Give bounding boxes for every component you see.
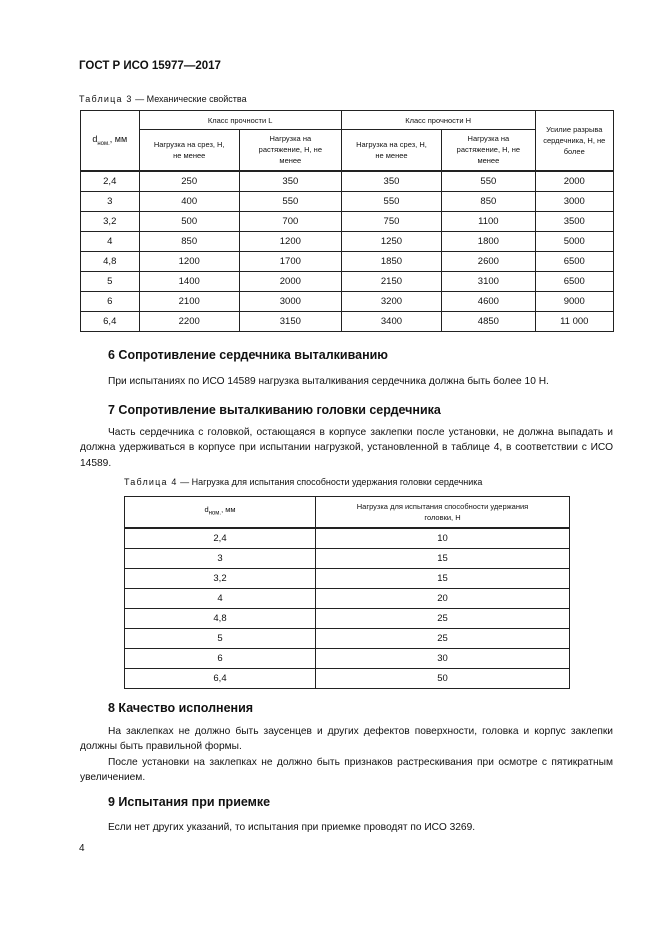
table-row: 5 25 <box>125 629 570 649</box>
table4-col-diameter: $d_{ном.}$, мм <box>125 497 316 529</box>
section-8-paragraph-2: После установки на заклепках не должно быть признаков растрескивания при осмотре с пятикратным увеличением. <box>80 756 613 784</box>
table-row: 2,4 250 350 350 550 2000 <box>81 171 614 192</box>
table3-col-shear-L: Нагрузка на срез, Н, не менее <box>139 130 239 171</box>
table3-col-tension-L: Нагрузка на растяжение, Н, не менее <box>239 130 341 171</box>
table4-caption-label: Таблица 4 <box>124 477 178 487</box>
table3-col-break-force: Усилие разрыва сердечника, Н, не более <box>535 111 613 171</box>
section-6-heading: 6 Сопротивление сердечника выталкиванию <box>108 348 388 362</box>
section-6-text: При испытаниях по ИСО 14589 нагрузка выталкивания сердечника должна быть более 10 Н. <box>108 376 549 387</box>
table-row: 6 30 <box>125 649 570 669</box>
section-8-text <box>80 724 613 786</box>
table3-col-diameter: $d_{ном.}$, мм <box>81 111 140 171</box>
table3-col-shear-H: Нагрузка на срез, Н, не менее <box>341 130 441 171</box>
table3-caption <box>79 94 247 104</box>
section-7-heading: 7 Сопротивление выталкиванию головки сердечника <box>108 403 441 417</box>
table-row: 5 1400 2000 2150 3100 6500 <box>81 271 614 291</box>
table4-head-retention-load <box>124 496 570 689</box>
table4-col-load: Нагрузка для испытания способности удержания головки, Н <box>316 497 570 529</box>
document-code: ГОСТ Р ИСО 15977—2017 <box>79 60 221 72</box>
table3-caption-label: Таблица 3 <box>79 94 133 104</box>
table3-group-H: Класс прочности H <box>341 111 535 130</box>
table-row: 4,8 25 <box>125 609 570 629</box>
table4-caption <box>124 477 482 487</box>
table4-caption-text: — Нагрузка для испытания способности удержания головки сердечника <box>177 477 483 487</box>
section-9-heading: 9 Испытания при приемке <box>108 795 271 809</box>
table3-group-L: Класс прочности L <box>139 111 341 130</box>
table-row: 3 15 <box>125 549 570 569</box>
table3-caption-text: — Механические свойства <box>132 94 247 104</box>
table-row: 4,8 1200 1700 1850 2600 6500 <box>81 251 614 271</box>
table-row: 3 400 550 550 850 3000 <box>81 191 614 211</box>
table-row: 3,2 15 <box>125 569 570 589</box>
table-row: 6,4 2200 3150 3400 4850 11 000 <box>81 311 614 331</box>
table-row: 4 20 <box>125 589 570 609</box>
page-number: 4 <box>79 843 85 854</box>
table-row: 4 850 1200 1250 1800 5000 <box>81 231 614 251</box>
table-row: 2,4 10 <box>125 528 570 549</box>
section-8-heading: 8 Качество исполнения <box>108 701 254 715</box>
section-9-text: Если нет других указаний, то испытания при приемке проводят по ИСО 3269. <box>108 822 476 833</box>
section-7-text: Часть сердечника с головкой, остающаяся в корпусе заклепки после установки, не должна выпадать и должна удерживаться в корпусе при испытании нагрузкой, установленной в таблице 4, в соответствии с ИСО 14589. <box>80 427 613 469</box>
table-row: 6,4 50 <box>125 669 570 689</box>
table-row: 3,2 500 700 750 1100 3500 <box>81 211 614 231</box>
section-8-paragraph-1: На заклепках не должно быть заусенцев и других дефектов поверхности, головка и корпус заклепки должны быть правильной формы. <box>80 726 613 753</box>
table3-col-tension-H: Нагрузка на растяжение, Н, не менее <box>442 130 535 171</box>
table3-mechanical-properties <box>80 110 614 332</box>
table-row: 6 2100 3000 3200 4600 9000 <box>81 291 614 311</box>
